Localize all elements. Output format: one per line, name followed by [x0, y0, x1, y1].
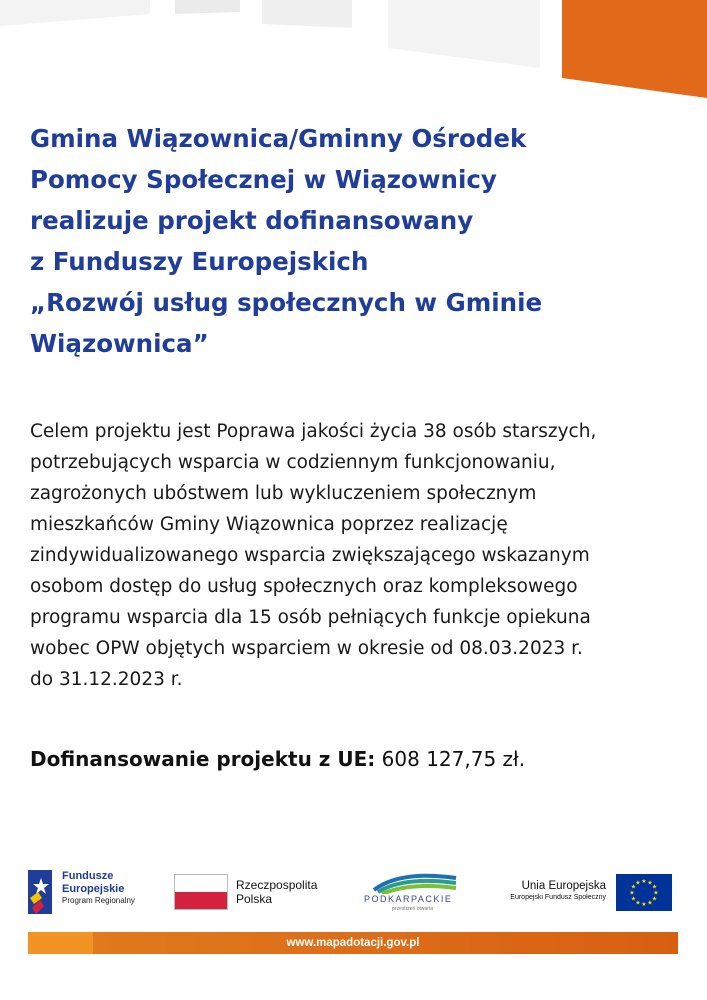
podkarpackie-tagline: przestrzeń otwarta: [392, 906, 434, 912]
funding-label: Dofinansowanie projektu z UE:: [30, 747, 376, 771]
title-line: Pomocy Społecznej w Wiązownicy: [30, 165, 497, 194]
description-line: osobom dostęp do usług społecznych oraz kompleksowego: [30, 576, 578, 597]
description-line: programu wsparcia dla 15 osób pełniących funkcje opiekuna: [30, 607, 591, 628]
svg-text:★: ★: [630, 895, 637, 903]
header-decoration: [0, 0, 707, 110]
decor-stripe-3: [262, 0, 352, 28]
rp-line-2: Polska: [236, 892, 273, 906]
svg-text:★: ★: [651, 895, 658, 903]
svg-text:★: ★: [653, 889, 659, 897]
svg-text:★: ★: [647, 879, 653, 887]
decor-stripe-2: [175, 0, 240, 14]
podkarpackie-logo: [358, 864, 468, 920]
svg-text:★: ★: [641, 901, 647, 908]
logo-strip: [28, 864, 680, 920]
description-line: potrzebujących wsparcia w codziennym funkcjonowaniu,: [30, 452, 556, 473]
svg-text:★: ★: [635, 899, 641, 907]
podkarpackie-name: PODKARPACKIE: [364, 894, 453, 904]
svg-text:★: ★: [641, 878, 647, 885]
decor-stripe-4: [388, 0, 540, 68]
description-line: Celem projektu jest Poprawa jakości życia 38 osób starszych,: [30, 421, 597, 442]
title-line: Wiązownica”: [30, 329, 209, 358]
title-line: realizuje projekt dofinansowany: [30, 206, 474, 235]
footer-url[interactable]: www.mapadotacji.gov.pl: [286, 937, 420, 949]
fe-text: [62, 870, 135, 908]
fundusze-europejskie-logo: [28, 864, 158, 920]
rp-text: [236, 878, 317, 906]
orange-corner: [562, 0, 707, 98]
fe-star-icon: [28, 868, 58, 914]
title-line: z Funduszy Europejskich: [30, 247, 369, 276]
page-title: [30, 118, 650, 364]
description-line: mieszkańców Gminy Wiązownica poprzez realizację: [30, 514, 508, 535]
title-line: Gmina Wiązownica/Gminny Ośrodek: [30, 124, 527, 153]
svg-text:★: ★: [635, 879, 641, 887]
ue-line-1: Unia Europejska: [521, 880, 606, 892]
fe-line-3: Program Regionalny: [62, 896, 135, 905]
rp-line-1: Rzeczpospolita: [236, 878, 318, 892]
fe-line-2: Europejskie: [62, 882, 125, 895]
description-line: do 31.12.2023 r.: [30, 669, 183, 690]
description-line: wobec OPW objętych wsparciem w okresie od 08.03.2023 r.: [30, 638, 583, 659]
svg-text:★: ★: [630, 883, 637, 891]
footer-bar: [28, 932, 678, 954]
polish-flag-icon: [174, 874, 228, 910]
decor-stripe-1: [0, 0, 150, 26]
fe-line-1: Fundusze: [62, 870, 114, 882]
funding-value: 608 127,75 zł.: [381, 747, 526, 771]
rzeczpospolita-polska-logo: [174, 864, 344, 920]
ue-line-2: Europejski Fundusz Społeczny: [510, 894, 606, 901]
ue-text: [494, 880, 606, 901]
svg-text:★: ★: [647, 899, 653, 907]
description-line: zindywidualizowanego wsparcia zwiększającego wskazanym: [30, 545, 590, 566]
eu-stars-icon: [616, 874, 672, 911]
description-line: zagrożonych ubóstwem lub wykluczeniem społecznym: [30, 483, 537, 504]
svg-text:★: ★: [629, 889, 635, 897]
title-line: „Rozwój usług społecznych w Gminie: [30, 288, 543, 317]
project-description: [30, 416, 690, 695]
svg-text:★: ★: [651, 883, 658, 891]
eu-flag-icon: [616, 874, 672, 911]
unia-europejska-logo: [494, 864, 680, 920]
podkarpackie-wave-icon: [370, 868, 460, 894]
funding-amount: [30, 744, 525, 774]
